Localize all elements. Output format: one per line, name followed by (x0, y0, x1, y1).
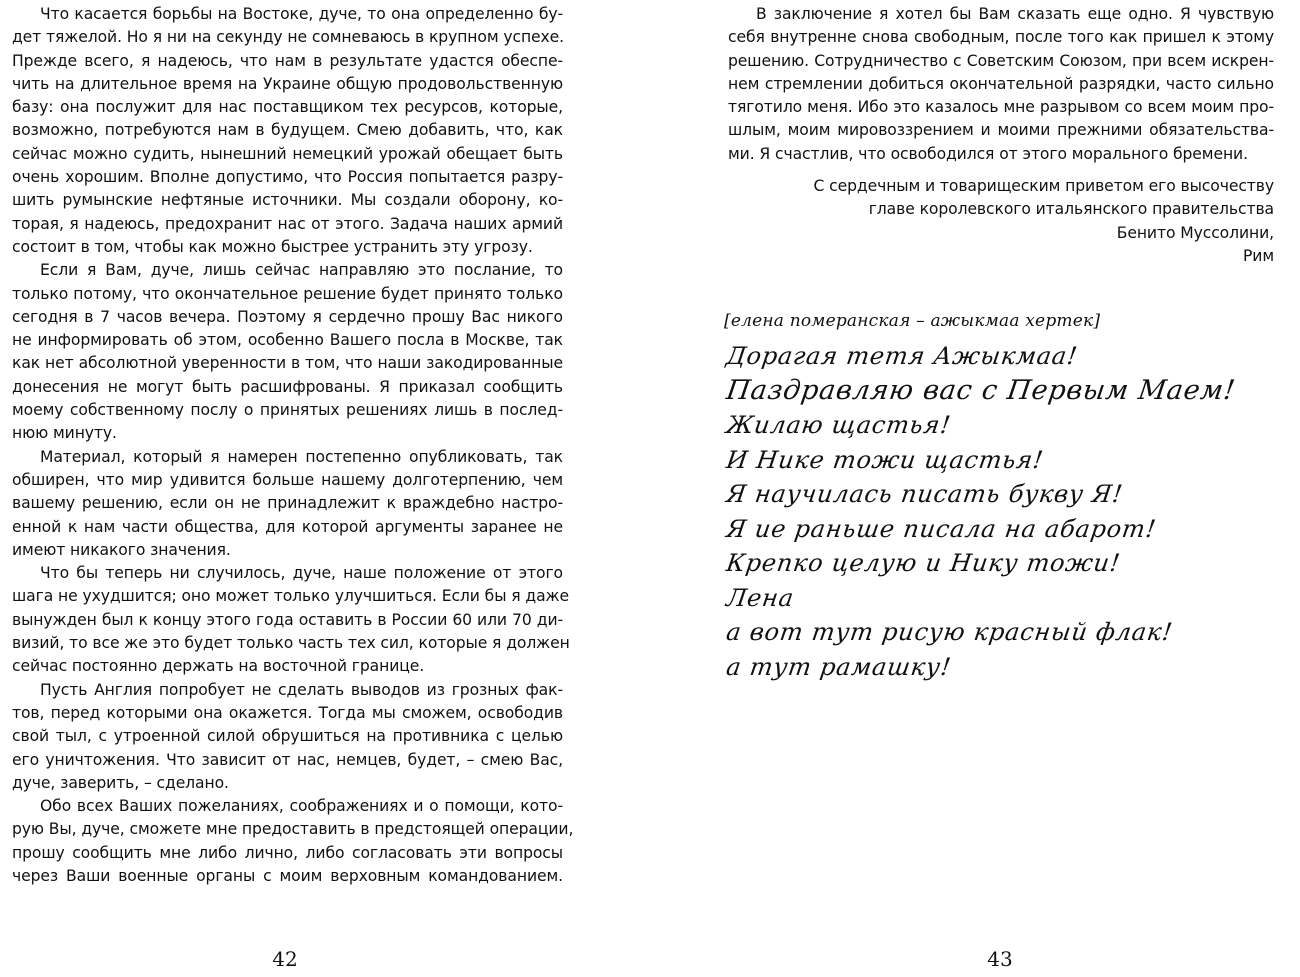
text-line: только потому, что окончательное решение будет принято только (12, 284, 563, 303)
text-line: тов, перед которыми она окажется. Тогда мы сможем, освободив (12, 703, 563, 722)
text-line: Что касается борьбы на Востоке, дуче, то она определенно бу- (40, 5, 563, 23)
text-line: не информировать об этом, особенно Вашего посла в Москве, так (12, 331, 563, 350)
text-line: Прежде всего, я надеюсь, что нам в результате удастся обеспе- (12, 51, 563, 70)
page-number: 43 (987, 947, 1013, 971)
page-number: 42 (272, 947, 298, 971)
text-line: вашему решению, если он не принадлежит к враждебно настро- (12, 494, 563, 513)
text-line: сегодня в 7 часов вечера. Поэтому я сердечно прошу Вас никого (12, 307, 563, 326)
handwritten-line: Я научилась писать букву Я! (724, 480, 1125, 508)
text-line: как нет абсолютной уверенности в том, что наши закодированные (12, 354, 563, 373)
text-line: решению. Сотрудничество с Советским Союзом, при всем искрен- (728, 51, 1274, 70)
text-line: В заключение я хотел бы Вам сказать еще одно. Я чувствую (756, 5, 1274, 23)
handwritten-line: Жилаю щастья! (724, 411, 953, 439)
left-page-body (12, 3, 574, 888)
text-line: тяготило меня. Ибо это казалось мне разрывом со всем моим про- (728, 98, 1274, 117)
handwritten-line: Я ие раньше писала на абарот! (724, 514, 1159, 543)
letter-closing (728, 175, 1274, 268)
handwritten-note (724, 309, 1244, 684)
text-line: очень хорошим. Вполне допустимо, что Россия попытается разру- (12, 168, 563, 187)
text-line: сейчас можно судить, нынешний немецкий урожай обещает быть (12, 144, 563, 163)
paragraph (12, 679, 563, 795)
paragraph (12, 259, 563, 445)
text-line: донесения не могут быть расшифрованы. Я приказал сообщить (12, 377, 563, 396)
closing-line: главе королевского итальянского правительства (868, 200, 1274, 219)
text-line: имеют никакого значения. (12, 540, 231, 559)
text-line: базу: она послужит для нас поставщиком тех ресурсов, которые, (12, 98, 563, 117)
text-line: шага не ухудшится; оно может только улучшиться. Если бы я даже (12, 587, 569, 606)
note-header: [елена померанская – ажыкмаа хертек] (724, 311, 1101, 331)
paragraph (12, 3, 563, 259)
paragraph (12, 795, 574, 888)
text-line: ми. Я счастлив, что освободился от этого морального бремени. (728, 144, 1248, 163)
text-line: вынужден был к концу этого года оставить в России 60 или 70 ди- (12, 610, 563, 629)
closing-line: С сердечным и товарищеским приветом его высочеству (813, 177, 1274, 195)
text-line: Что бы теперь ни случилось, дуче, наше положение от этого (40, 564, 563, 583)
signature-name: Бенито Муссолини, (1116, 223, 1274, 242)
text-line: себя внутренне снова свободным, после того как пришел к этому (728, 28, 1274, 47)
handwritten-line: Паздравляю вас с Первым Маем! (724, 374, 1238, 406)
right-page-body (728, 3, 1274, 166)
text-line: Если я Вам, дуче, лишь сейчас направляю это послание, то (40, 261, 563, 280)
text-line: прошу сообщить мне либо лично, либо согласовать эти вопросы (12, 843, 563, 862)
handwritten-line: а тут рамашку! (724, 652, 954, 681)
text-line: обширен, что мир удивится больше нашему долготерпению, чем (12, 470, 563, 489)
paragraph (12, 562, 570, 678)
right-page (650, 0, 1300, 977)
text-line: состоит в том, чтобы как можно быстрее устранить эту угрозу. (12, 237, 533, 256)
handwritten-line: Дорагая тетя Ажыкмаа! (724, 342, 1080, 370)
text-line: возможно, потребуются нам в будущем. Смею добавить, что, как (12, 121, 563, 140)
handwritten-line: И Нике тожи щастья! (724, 445, 1046, 474)
text-line: торая, я надеюсь, предохранит нас от этого. Задача наших армий (12, 214, 563, 233)
text-line: свой тыл, с утроенной силой обрушиться на противника с целью (12, 727, 563, 746)
text-line: визий, то все же это будет только часть тех сил, которые я должен (12, 634, 570, 653)
text-line: шлым, моим мировоззрением и моими прежними обязательства- (728, 121, 1274, 140)
text-line: шить румынские нефтяные источники. Мы создали оборону, ко- (12, 191, 563, 210)
text-line: дет тяжелой. Но я ни на секунду не сомневаюсь в крупном успехе. (12, 28, 565, 47)
text-line: через Ваши военные органы с моим верховным командованием. (12, 866, 563, 885)
handwritten-line: а вот тут рисую красный флак! (724, 618, 1175, 646)
closing-place: Рим (1242, 246, 1274, 265)
text-line: нем стремлении добиться окончательной разрядки, часто сильно (728, 74, 1274, 93)
handwritten-line: Крепко целую и Нику тожи! (724, 549, 1123, 577)
text-line: Пусть Англия попробует не сделать выводов из грозных фак- (40, 680, 563, 699)
text-line: чить на длительное время на Украине общую продовольственную (12, 74, 563, 93)
text-line: дуче, заверить, – сделано. (12, 773, 229, 792)
text-line: моему собственному послу о принятых решениях лишь в послед- (12, 401, 563, 420)
text-line: нюю минуту. (12, 424, 117, 443)
text-line: рую Вы, дуче, сможете мне предоставить в предстоящей операции, (12, 820, 574, 839)
text-line: сейчас постоянно держать на восточной границе. (12, 657, 425, 676)
text-line: его уничтожения. Что зависит от нас, немцев, будет, – смею Вас, (12, 750, 563, 769)
text-line: Обо всех Ваших пожеланиях, соображениях и о помощи, кото- (40, 797, 563, 816)
paragraph (728, 3, 1274, 166)
handwritten-signature: Лена (724, 583, 796, 612)
text-line: Материал, который я намерен постепенно опубликовать, так (40, 447, 563, 466)
text-line: енной к нам части общества, для которой аргументы заранее не (12, 517, 563, 536)
paragraph (12, 446, 563, 562)
